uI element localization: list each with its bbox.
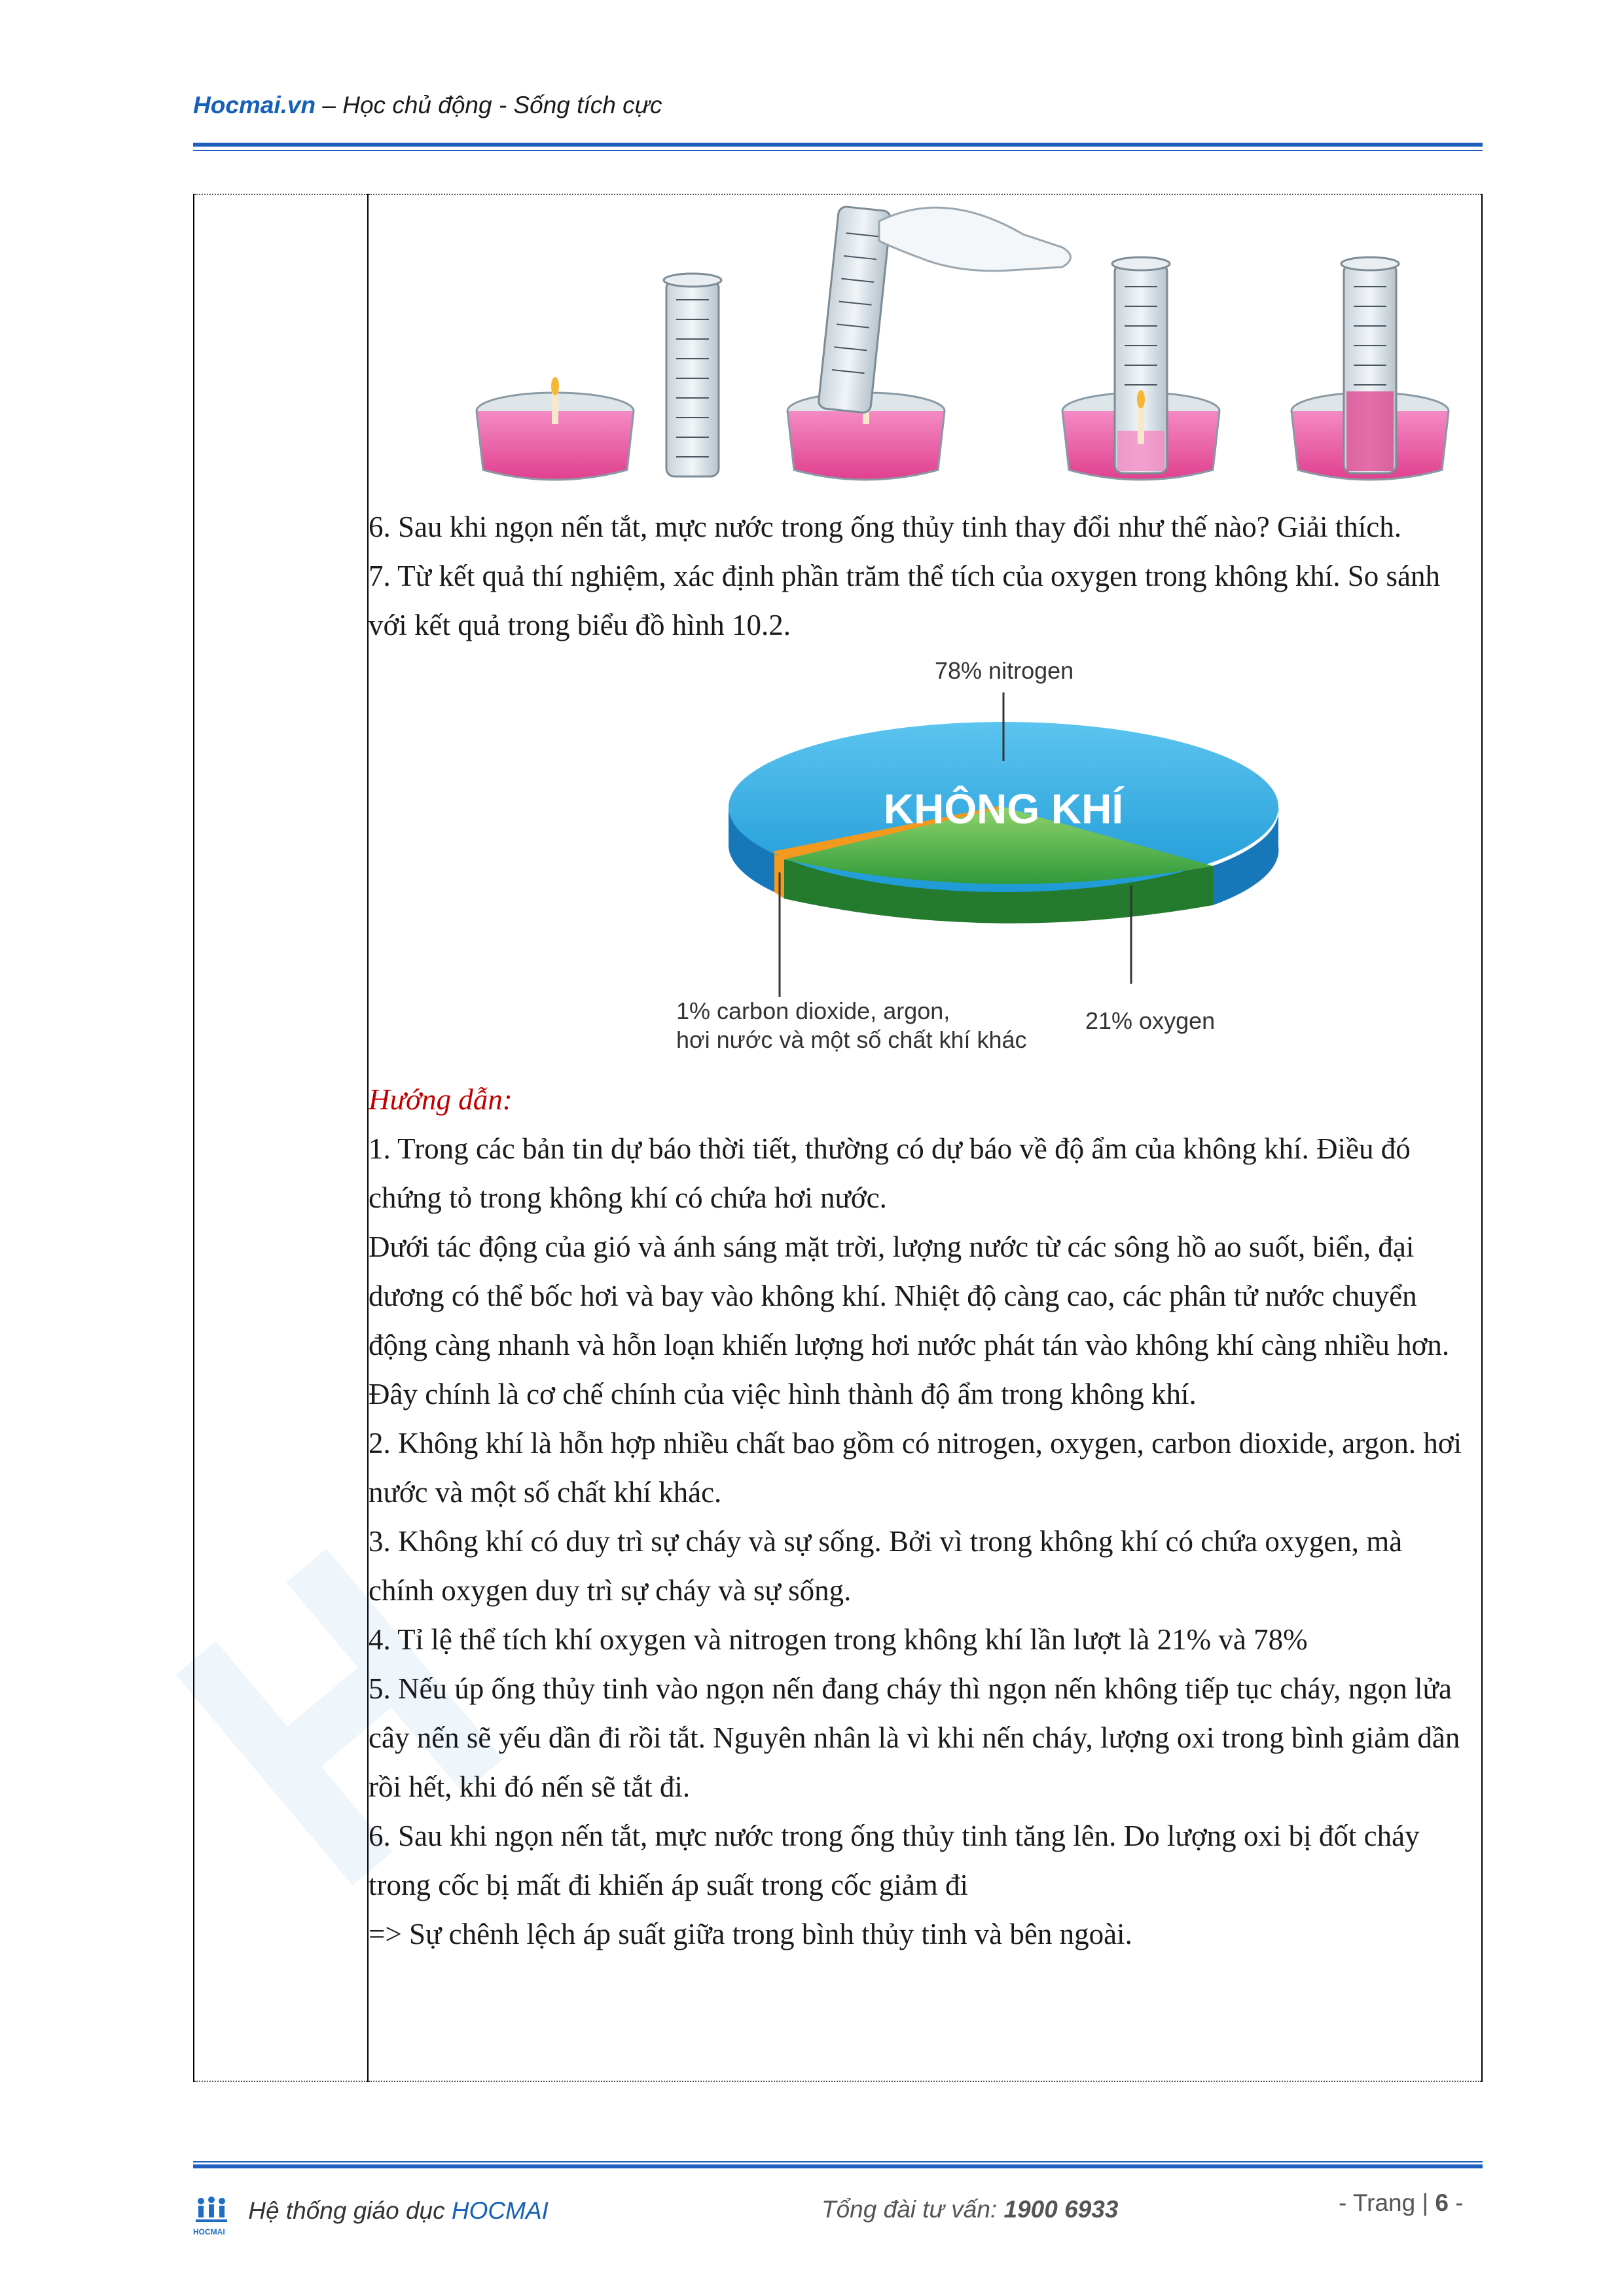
guide-paragraph-6: 5. Nếu úp ống thủy tinh vào ngọn nến đang cháy thì ngọn nến không tiếp tục cháy, ngọn lửa cây nến sẽ yếu dần đi rồi tắt. Nguyên nhân là vì khi nến cháy, lượng oxi trong bình giảm dần rồi hết, khi đó nến sẽ tắt đi. <box>369 1672 1460 1803</box>
experiment-illustration <box>434 195 1481 503</box>
header-rule-thin <box>193 150 1483 151</box>
header-slogan: – Học chủ động - Sống tích cực <box>316 92 662 118</box>
content-table <box>193 194 1483 2082</box>
guide-paragraph-3: 2. Không khí là hỗn hợp nhiều chất bao gồm có nitrogen, oxygen, carbon dioxide, argon. hơi nước và một số chất khí khác. <box>369 1427 1462 1509</box>
pie-title: KHÔNG KHÍ <box>883 785 1124 833</box>
footer-logo-text: HOCMAI <box>193 2227 225 2236</box>
guide-paragraph-1: 1. Trong các bản tin dự báo thời tiết, thường có dự báo về độ ẩm của không khí. Điều đó chứng tỏ trong không khí có chứa hơi nước. <box>369 1132 1411 1214</box>
label-other-line2: hơi nước và một số chất khí khác <box>676 1026 1027 1053</box>
right-column <box>368 194 1482 2081</box>
label-other-line1: 1% carbon dioxide, argon, <box>676 997 950 1024</box>
cylinder-3 <box>1112 257 1170 473</box>
guide-title: Hướng dẫn: <box>369 1083 513 1116</box>
guide-paragraph-2: Dưới tác động của gió và ánh sáng mặt trời, lượng nước từ các sông hồ ao suốt, biển, đại dương có thể bốc hơi và bay vào không khí. Nhiệt độ càng cao, các phân tử nước chuyển động càng nhanh và hỗn loạn khiến lượng hơi nước phát tán vào không khí càng nhiều hơn. Đây chính là cơ chế chính của việc hình thành độ ẩm trong không khí. <box>369 1230 1450 1410</box>
hocmai-logo-icon <box>193 2196 230 2229</box>
page-header <box>193 92 662 119</box>
footer-hotline-number: 1900 6933 <box>1003 2196 1119 2223</box>
page-suffix: - <box>1448 2189 1464 2216</box>
left-column <box>194 194 368 2081</box>
footer-system <box>193 2196 549 2236</box>
guide-paragraph-4: 3. Không khí có duy trì sự cháy và sự sống. Bởi vì trong không khí có chứa oxygen, mà chính oxygen duy trì sự cháy và sự sống. <box>369 1525 1403 1607</box>
air-composition-chart <box>676 656 1331 1075</box>
footer-hotline <box>821 2196 1118 2223</box>
footer-system-prefix: Hệ thống giáo dục <box>248 2197 452 2224</box>
header-rule-thick <box>193 143 1483 147</box>
question-6: 6. Sau khi ngọn nến tắt, mực nước trong ống thủy tinh thay đổi như thế nào? Giải thích. <box>369 511 1401 543</box>
footer-rule-thick <box>193 2164 1483 2168</box>
guide-paragraph-8: => Sự chênh lệch áp suất giữa trong bình thủy tinh và bên ngoài. <box>369 1918 1132 1950</box>
guide-paragraph-7: 6. Sau khi ngọn nến tắt, mực nước trong ống thủy tinh tăng lên. Do lượng oxi bị đốt cháy trong cốc bị mất đi khiến áp suất trong cốc giảm đi <box>369 1820 1420 1901</box>
footer-rule-thin <box>193 2161 1483 2162</box>
label-oxygen: 21% oxygen <box>1085 1007 1216 1034</box>
label-nitrogen: 78% nitrogen <box>935 657 1074 684</box>
footer-hotline-label: Tổng đài tư vấn: <box>821 2196 1004 2223</box>
cylinder-1 <box>664 274 721 476</box>
cylinder-4 <box>1341 257 1399 473</box>
footer-page-number <box>1339 2189 1464 2217</box>
guide-paragraph-5: 4. Tỉ lệ thể tích khí oxygen và nitrogen trong không khí lần lượt là 21% và 78% <box>369 1623 1308 1656</box>
candle-experiment-figure <box>434 195 1481 503</box>
header-brand: Hocmai.vn <box>193 92 316 118</box>
page-prefix: - Trang | <box>1339 2189 1435 2216</box>
page-number: 6 <box>1435 2189 1449 2216</box>
dish-1 <box>477 377 634 480</box>
question-7: 7. Từ kết quả thí nghiệm, xác định phần trăm thể tích của oxygen trong không khí. So sánh với kết quả trong biểu đồ hình 10.2. <box>369 560 1441 641</box>
gloved-hand <box>879 207 1071 271</box>
footer-system-brand: HOCMAI <box>451 2197 549 2224</box>
